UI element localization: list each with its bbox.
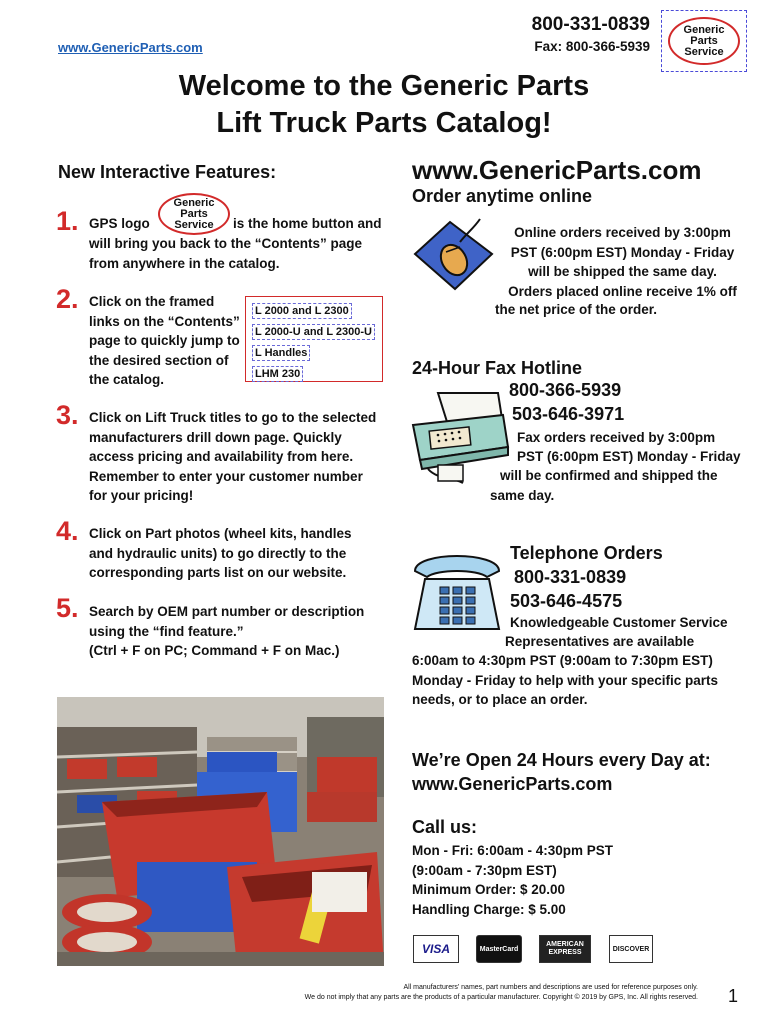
framed-link[interactable]: LHM 230	[252, 366, 303, 382]
phone-number-1: 800-331-0839	[514, 567, 627, 587]
telephone-icon	[407, 543, 507, 635]
online-line: Online orders received by 3:00pm	[514, 225, 731, 240]
call-heading: Call us:	[412, 817, 478, 837]
footer-line-1: All manufacturers’ names, part numbers and descriptions are used for reference purposes only.	[403, 984, 698, 991]
call-details	[412, 841, 613, 919]
open-24-hours	[412, 748, 711, 796]
online-line: the net price of the order.	[495, 302, 658, 317]
step-3-text	[89, 408, 379, 506]
step-1-rest: will bring you back to the “Contents” page from anywhere in the catalog.	[89, 236, 363, 271]
header-fax: Fax: 800-366-5939	[534, 39, 650, 54]
logo-line: Service	[174, 218, 214, 231]
online-line: Orders placed online receive 1% off	[508, 283, 737, 299]
step-3-body: Click on Lift Truck titles to go to the selected manufacturers drill down page. Quickly access pricing and availability from here.	[89, 410, 377, 464]
online-heading: Order anytime online	[412, 186, 593, 206]
mouse-icon	[410, 214, 500, 294]
online-site[interactable]: www.GenericParts.com	[412, 155, 702, 185]
fax-line: PST (6:00pm EST) Monday - Friday	[517, 449, 741, 464]
title-line-2: Lift Truck Parts Catalog!	[216, 107, 552, 139]
phone-line: Representatives are available	[505, 634, 695, 649]
call-line: Handling Charge: $ 5.00	[412, 901, 566, 917]
online-line: PST (6:00pm EST) Monday - Friday	[510, 244, 735, 260]
home-logo-frame[interactable]	[661, 10, 747, 72]
mastercard-icon: MasterCard	[476, 935, 522, 963]
open-line-1: We’re Open 24 Hours every Day at:	[412, 750, 711, 770]
online-text	[495, 223, 750, 301]
step-2-text: Click on the framed links on the “Contents” page to quickly jump to the desired section of the catalog.	[89, 294, 240, 387]
call-line: (9:00am - 7:30pm EST)	[412, 862, 557, 878]
discover-card-icon: DISCOVER	[609, 935, 653, 963]
fax-line: same day.	[490, 488, 555, 503]
framed-link[interactable]: L 2000 and L 2300	[252, 303, 352, 319]
logo-line: Parts	[690, 34, 718, 47]
step-number: 3.	[56, 400, 79, 430]
logo-line: Generic	[683, 23, 725, 36]
page-number: 1	[728, 986, 739, 1006]
phone-heading: Telephone Orders	[510, 543, 663, 563]
call-line: Minimum Order: $ 20.00	[412, 882, 566, 897]
features-heading: New Interactive Features:	[58, 162, 277, 182]
step-4-text: Click on Part photos (wheel kits, handles and hydraulic units) to go directly to the corresponding parts list on our website.	[89, 526, 352, 580]
online-line: will be shipped the same day.	[528, 264, 717, 279]
call-line: Mon - Fri: 6:00am - 4:30pm PST	[412, 843, 614, 858]
fax-line: will be confirmed and shipped the	[500, 468, 718, 483]
page-title	[0, 68, 768, 142]
phone-number-2: 503-646-4575	[510, 591, 623, 611]
fax-line: Fax orders received by 3:00pm	[517, 430, 716, 445]
step-5-body: Search by OEM part number or description using the “find feature.”	[89, 604, 365, 639]
step-1-post: is the home button and	[233, 216, 382, 231]
fax-machine-icon	[408, 385, 512, 485]
visa-card-icon: VISA	[413, 935, 459, 963]
framed-links-example	[245, 296, 383, 382]
step-number: 4.	[56, 516, 79, 546]
step-number: 5.	[56, 593, 79, 623]
phone-line: needs, or to place an order.	[412, 692, 588, 707]
website-link[interactable]: www.GenericParts.com	[58, 40, 203, 55]
step-5-text	[89, 602, 369, 661]
logo-line: Generic	[173, 196, 215, 209]
fax-number-2: 503-646-3971	[512, 404, 625, 424]
phone-line: Monday - Friday to help with your specific parts	[412, 673, 719, 688]
footer-disclaimer	[305, 983, 698, 1003]
step-3-bold: Remember to enter your customer number for your pricing!	[89, 468, 363, 503]
fax-heading: 24-Hour Fax Hotline	[412, 358, 583, 378]
open-line-2[interactable]: www.GenericParts.com	[412, 774, 613, 794]
step-number: 2.	[56, 284, 79, 314]
step-1-pre: GPS logo	[89, 216, 150, 231]
framed-link[interactable]: L Handles	[252, 345, 310, 361]
step-5-sub: (Ctrl + F on PC; Command + F on Mac.)	[89, 643, 340, 658]
logo-line: Parts	[180, 207, 208, 220]
gps-logo-inline	[158, 193, 230, 235]
framed-link[interactable]: L 2000-U and L 2300-U	[252, 324, 375, 340]
footer-line-2: We do not imply that any parts are the products of a particular manufacturer. Copyright © 2019 by GPS, Inc. All rights reserved.	[304, 994, 698, 1001]
phone-line: 6:00am to 4:30pm PST (9:00am to 7:30pm EST)	[412, 653, 713, 668]
fax-number-1: 800-366-5939	[509, 380, 622, 400]
phone-line: Knowledgeable Customer Service	[510, 615, 728, 630]
amex-card-icon: AMERICAN EXPRESS	[539, 935, 591, 963]
header-phone: 800-331-0839	[531, 14, 650, 35]
warehouse-photo[interactable]	[57, 697, 384, 966]
title-line-1: Welcome to the Generic Parts	[178, 70, 590, 102]
logo-line: Service	[684, 45, 724, 58]
gps-logo[interactable]	[668, 17, 740, 65]
step-number: 1.	[56, 206, 79, 236]
